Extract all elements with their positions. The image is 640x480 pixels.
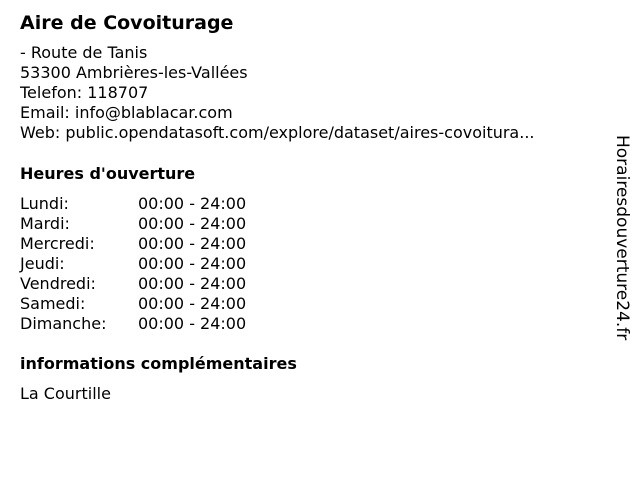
time-range: 00:00 - 24:00 bbox=[138, 214, 247, 233]
day-label: Samedi: bbox=[20, 294, 86, 313]
time-range: 00:00 - 24:00 bbox=[138, 294, 247, 313]
contact-block bbox=[20, 43, 535, 143]
day-label: Jeudi: bbox=[20, 254, 65, 273]
info-heading: informations complémentaires bbox=[20, 354, 297, 373]
hours-row-mardi bbox=[20, 214, 246, 234]
hours-row-vendredi bbox=[20, 274, 246, 294]
time-range: 00:00 - 24:00 bbox=[138, 314, 247, 333]
hours-row-lundi bbox=[20, 194, 246, 214]
phone-line: Telefon: 118707 bbox=[20, 83, 149, 102]
address-city: 53300 Ambrières-les-Vallées bbox=[20, 63, 248, 82]
time-range: 00:00 - 24:00 bbox=[138, 194, 247, 213]
day-label: Mardi: bbox=[20, 214, 70, 233]
hours-row-dimanche bbox=[20, 314, 246, 334]
place-title: Aire de Covoiturage bbox=[20, 12, 234, 34]
hours-table bbox=[20, 194, 246, 334]
hours-row-samedi bbox=[20, 294, 246, 314]
time-range: 00:00 - 24:00 bbox=[138, 234, 247, 253]
day-label: Lundi: bbox=[20, 194, 69, 213]
time-range: 00:00 - 24:00 bbox=[138, 274, 247, 293]
hours-row-jeudi bbox=[20, 254, 246, 274]
day-label: Vendredi: bbox=[20, 274, 96, 293]
day-label: Dimanche: bbox=[20, 314, 107, 333]
info-text: La Courtille bbox=[20, 384, 111, 403]
email-line: Email: info@blablacar.com bbox=[20, 103, 233, 122]
site-brand-vertical: Horairesdouverture24.fr bbox=[612, 135, 632, 341]
day-label: Mercredi: bbox=[20, 234, 95, 253]
address-street: - Route de Tanis bbox=[20, 43, 148, 62]
hours-row-mercredi bbox=[20, 234, 246, 254]
time-range: 00:00 - 24:00 bbox=[138, 254, 247, 273]
hours-heading: Heures d'ouverture bbox=[20, 164, 196, 183]
web-link[interactable]: Web: public.opendatasoft.com/explore/dataset/aires-covoitura... bbox=[20, 123, 535, 142]
